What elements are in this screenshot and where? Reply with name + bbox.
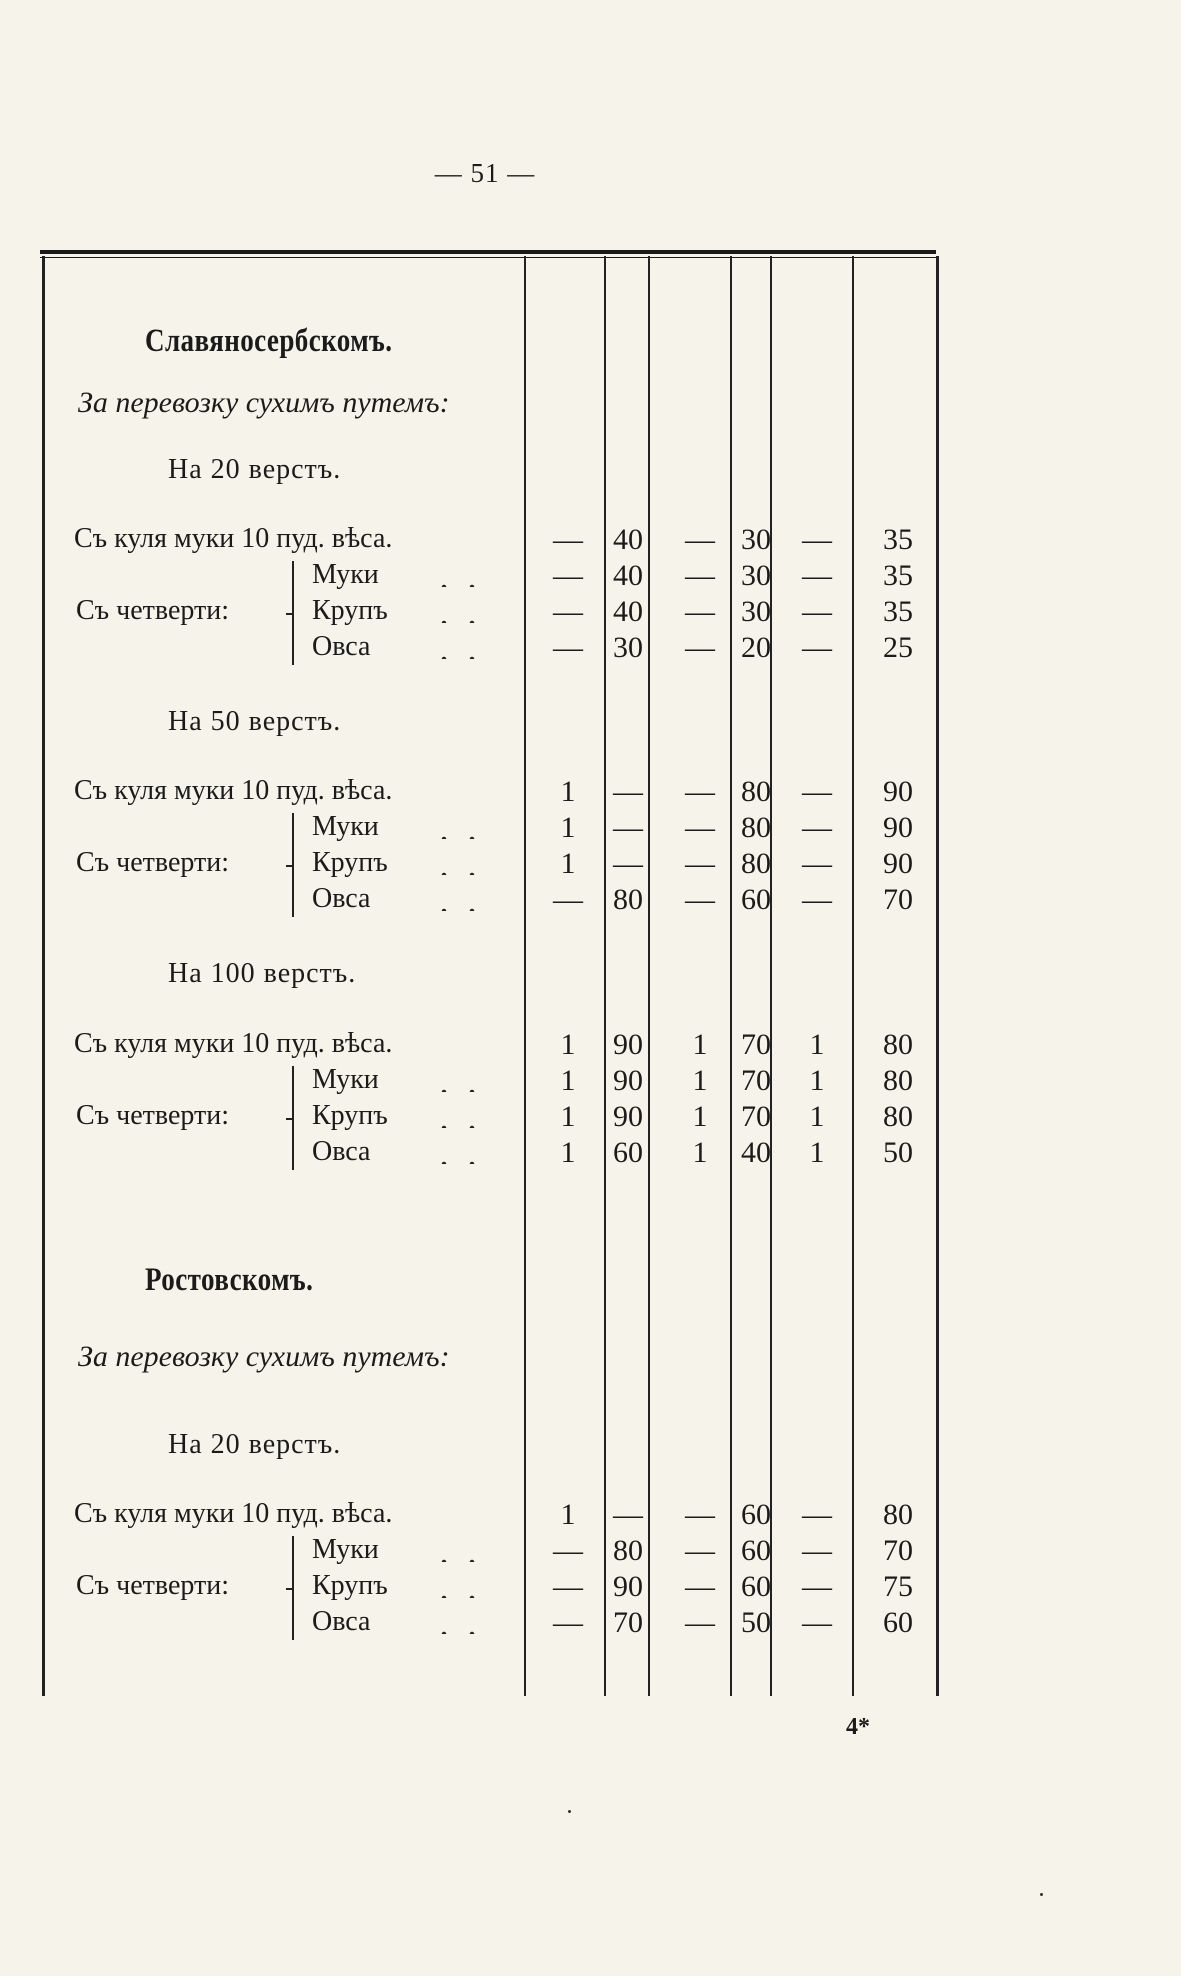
item-cell: — [685,811,715,844]
item-cell: 50 [883,1136,913,1169]
item-cell: — [553,1570,583,1603]
item-cell: — [553,595,583,628]
kul-cell: 80 [741,775,771,808]
leader-dots [430,847,490,875]
column-rule [648,256,650,1696]
item-cell: — [613,811,643,844]
kul-cell: 60 [741,1498,771,1531]
table-row [0,1064,1181,1100]
item-cell: 1 [560,1100,576,1133]
item-cell: 80 [883,1064,913,1097]
kul-cell: — [685,775,715,808]
table-left-border [42,256,45,1696]
item-cell: — [802,883,832,916]
section-title: Ростовскомъ. [145,1262,314,1298]
kul-cell: — [802,775,832,808]
kul-cell: 80 [883,1498,913,1531]
item-label: Овса [312,883,371,914]
item-cell: 1 [692,1136,708,1169]
item-label: Крупъ [312,847,388,878]
item-cell: 1 [692,1100,708,1133]
kul-cell: 1 [560,1498,576,1531]
item-label: Муки [312,559,379,590]
item-cell: 25 [883,631,913,664]
distance-heading: На 20 верстъ. [168,1429,342,1460]
item-cell: 70 [883,1534,913,1567]
item-label: Муки [312,811,379,842]
column-rule [604,256,606,1696]
kul-cell: 80 [883,1028,913,1061]
item-cell: — [685,595,715,628]
item-cell: 1 [809,1136,825,1169]
item-cell: — [802,1534,832,1567]
leader-dots [430,559,490,587]
item-cell: — [685,1570,715,1603]
leader-dots [430,595,490,623]
table-row [0,1570,1181,1606]
distance-heading: На 50 верстъ. [168,706,342,737]
item-cell: — [685,559,715,592]
kul-cell: — [685,1498,715,1531]
group-label: Съ четверти: [76,595,230,626]
kul-cell: — [553,523,583,556]
item-cell: — [802,1570,832,1603]
table-row [0,1136,1181,1172]
item-label: Крупъ [312,595,388,626]
row-label: Съ куля муки 10 пуд. вѣса. [74,775,393,806]
item-cell: 70 [741,1064,771,1097]
item-cell: 35 [883,595,913,628]
leader-dots [430,631,490,659]
item-cell: 90 [613,1100,643,1133]
leader-dots [430,1136,490,1164]
section-subtitle: За перевозку сухимъ путемъ: [78,386,450,419]
leader-dots [430,1570,490,1598]
table-row [0,883,1181,919]
column-rule [730,256,732,1696]
item-cell: — [685,1534,715,1567]
group-label: Съ четверти: [76,847,230,878]
item-cell: — [802,595,832,628]
group-label: Съ четверти: [76,1570,230,1601]
column-rule [770,256,772,1696]
item-cell: 40 [613,595,643,628]
item-cell: — [685,847,715,880]
item-cell: 20 [741,631,771,664]
item-cell: 80 [613,883,643,916]
table-row [0,595,1181,631]
table-row [0,1100,1181,1136]
item-cell: 90 [883,847,913,880]
item-label: Овса [312,1136,371,1167]
item-cell: 50 [741,1606,771,1639]
table-row [0,559,1181,595]
leader-dots [430,883,490,911]
kul-cell: — [613,1498,643,1531]
item-cell: 60 [613,1136,643,1169]
kul-cell: 90 [613,1028,643,1061]
item-cell: 90 [613,1570,643,1603]
print-speck [568,1810,571,1813]
kul-cell: — [802,523,832,556]
print-speck [1040,1893,1043,1896]
item-label: Крупъ [312,1100,388,1131]
column-rule [524,256,526,1696]
kul-cell: 1 [809,1028,825,1061]
table-right-border [936,256,939,1696]
table-row [0,1028,1181,1064]
table-row [0,1606,1181,1642]
section-subtitle: За перевозку сухимъ путемъ: [78,1340,450,1373]
distance-heading: На 20 верстъ. [168,454,342,485]
leader-dots [430,811,490,839]
column-rule [852,256,854,1696]
item-cell: — [685,1606,715,1639]
kul-cell: 1 [692,1028,708,1061]
table-row [0,631,1181,667]
item-cell: — [802,1606,832,1639]
item-label: Муки [312,1064,379,1095]
row-label: Съ куля муки 10 пуд. вѣса. [74,1498,393,1529]
item-cell: 90 [613,1064,643,1097]
kul-cell: 35 [883,523,913,556]
item-cell: — [553,631,583,664]
item-cell: 60 [741,1534,771,1567]
item-cell: 1 [560,1064,576,1097]
leader-dots [430,1064,490,1092]
item-label: Муки [312,1534,379,1565]
group-label: Съ четверти: [76,1100,230,1131]
item-cell: — [553,1534,583,1567]
item-cell: 70 [741,1100,771,1133]
kul-cell: 90 [883,775,913,808]
item-cell: 30 [613,631,643,664]
item-cell: — [613,847,643,880]
item-cell: 60 [883,1606,913,1639]
item-cell: — [553,559,583,592]
item-label: Овса [312,631,371,662]
item-cell: — [553,1606,583,1639]
item-cell: — [802,811,832,844]
kul-cell: 1 [560,1028,576,1061]
item-cell: — [685,883,715,916]
item-cell: — [802,559,832,592]
item-cell: 60 [741,1570,771,1603]
item-cell: 1 [560,811,576,844]
item-cell: 70 [883,883,913,916]
item-cell: 40 [613,559,643,592]
item-cell: 1 [809,1100,825,1133]
kul-cell: — [802,1498,832,1531]
kul-cell: 70 [741,1028,771,1061]
kul-cell: — [613,775,643,808]
leader-dots [430,1606,490,1634]
item-cell: 75 [883,1570,913,1603]
item-cell: 30 [741,559,771,592]
table-row [0,1498,1181,1534]
section-title: Славяносербскомъ. [145,323,393,359]
table-row [0,775,1181,811]
leader-dots [430,1100,490,1128]
table-row [0,523,1181,559]
item-cell: — [802,631,832,664]
item-cell: — [553,883,583,916]
item-label: Крупъ [312,1570,388,1601]
kul-cell: 30 [741,523,771,556]
leader-dots [430,1534,490,1562]
table-row [0,811,1181,847]
item-cell: 1 [692,1064,708,1097]
item-cell: 1 [560,847,576,880]
item-cell: 90 [883,811,913,844]
item-cell: 80 [613,1534,643,1567]
item-cell: 35 [883,559,913,592]
item-cell: 30 [741,595,771,628]
kul-cell: 40 [613,523,643,556]
item-cell: 70 [613,1606,643,1639]
kul-cell: — [685,523,715,556]
item-cell: 1 [809,1064,825,1097]
row-label: Съ куля муки 10 пуд. вѣса. [74,1028,393,1059]
table-row [0,1534,1181,1570]
item-cell: 1 [560,1136,576,1169]
distance-heading: На 100 верстъ. [168,958,357,989]
item-cell: 80 [741,811,771,844]
item-cell: 40 [741,1136,771,1169]
item-label: Овса [312,1606,371,1637]
row-label: Съ куля муки 10 пуд. вѣса. [74,523,393,554]
item-cell: 80 [883,1100,913,1133]
item-cell: 80 [741,847,771,880]
page-number: — 51 — [434,158,536,188]
item-cell: — [685,631,715,664]
kul-cell: 1 [560,775,576,808]
item-cell: 60 [741,883,771,916]
table-row [0,847,1181,883]
signature-mark: 4* [846,1714,870,1740]
item-cell: — [802,847,832,880]
